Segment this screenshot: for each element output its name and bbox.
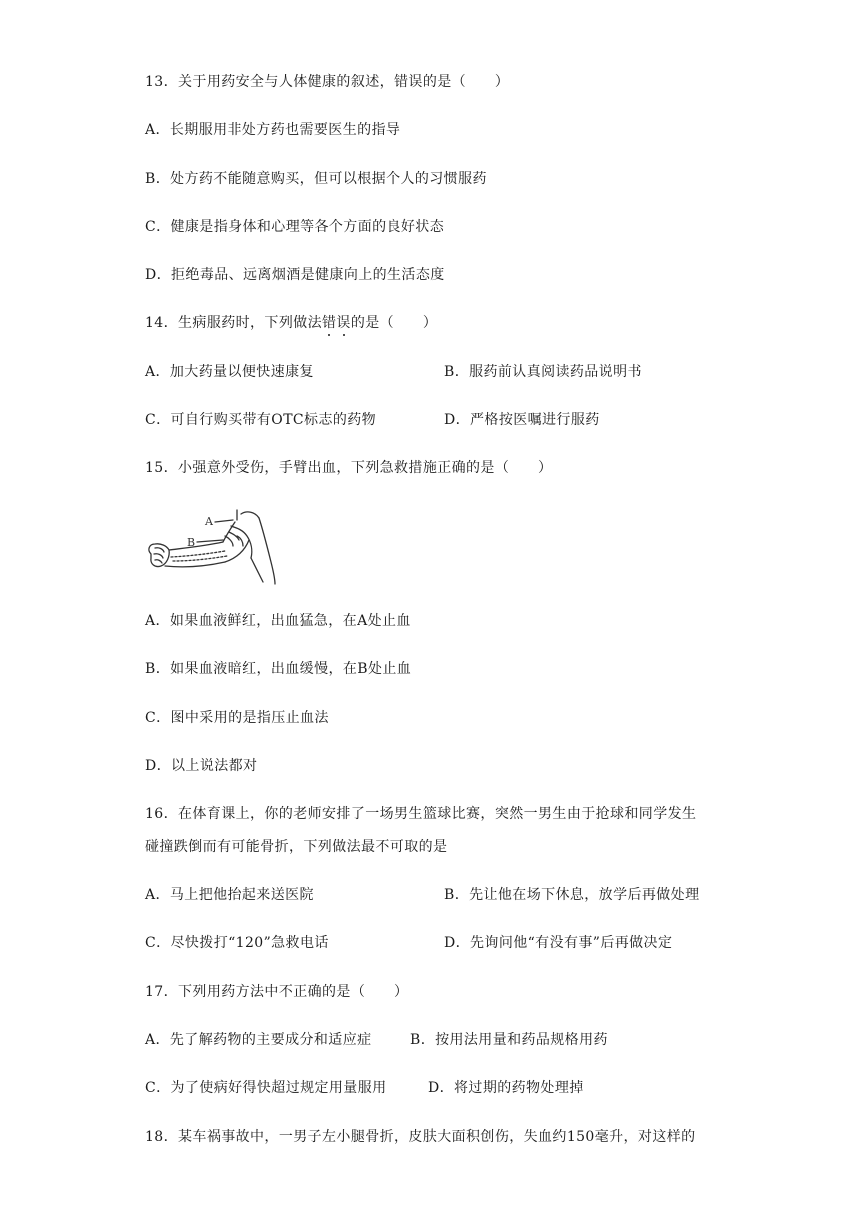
q14-option-c[interactable]: C．可自行购买带有OTC标志的药物 <box>145 412 377 428</box>
q17-stem: 17．下列用药方法中不正确的是（ ） <box>145 984 409 1000</box>
q14-stem-post: 的是（ ） <box>350 315 438 331</box>
q16-option-d[interactable]: D．先询问他“有没有事”后再做决定 <box>444 935 673 951</box>
q14-stem <box>145 314 437 332</box>
q17-option-d[interactable]: D．将过期的药物处理掉 <box>428 1080 584 1096</box>
q15-stem: 15．小强意外受伤，手臂出血，下列急救措施正确的是（ ） <box>145 460 553 476</box>
q17-option-b[interactable]: B．按用法用量和药品规格用药 <box>410 1032 608 1048</box>
q13-option-a[interactable]: A．长期服用非处方药也需要医生的指导 <box>145 122 401 138</box>
q14-stem-pre: 14．生病服药时，下列做法 <box>145 315 323 331</box>
q18-stem-line1: 18．某车祸事故中，一男子左小腿骨折，皮肤大面积创伤，失血约150毫升，对这样的 <box>145 1129 696 1145</box>
q15-option-c[interactable]: C．图中采用的是指压止血法 <box>145 710 329 726</box>
q16-option-c[interactable]: C．尽快拨打“120”急救电话 <box>145 935 329 951</box>
q15-option-b[interactable]: B．如果血液暗红，出血缓慢，在B处止血 <box>145 661 412 677</box>
q14-option-b[interactable]: B．服药前认真阅读药品说明书 <box>444 364 642 380</box>
q14-option-a[interactable]: A．加大药量以便快速康复 <box>145 364 314 380</box>
figure-label-a: A <box>205 515 213 528</box>
q17-option-a[interactable]: A．先了解药物的主要成分和适应症 <box>145 1032 372 1048</box>
figure-label-b: B <box>187 536 196 549</box>
q15-option-d[interactable]: D．以上说法都对 <box>145 758 258 774</box>
q16-option-a[interactable]: A．马上把他抬起来送医院 <box>145 887 314 903</box>
q13-option-d[interactable]: D．拒绝毒品、远离烟酒是健康向上的生活态度 <box>145 267 445 283</box>
q13-stem: 13．关于用药安全与人体健康的叙述，错误的是（ ） <box>145 74 510 90</box>
q16-stem-line2: 碰撞跌倒而有可能骨折，下列做法最不可取的是 <box>145 839 448 855</box>
q14-emphasis-2: 误 <box>336 315 351 331</box>
arm-bleeding-figure <box>145 506 280 586</box>
q14-emphasis-1: 错 <box>322 315 337 331</box>
q17-option-c[interactable]: C．为了使病好得快超过规定用量服用 <box>145 1080 387 1096</box>
q16-option-b[interactable]: B．先让他在场下休息，放学后再做处理 <box>444 887 700 903</box>
q13-option-b[interactable]: B．处方药不能随意购买，但可以根据个人的习惯服药 <box>145 171 487 187</box>
q13-option-c[interactable]: C．健康是指身体和心理等各个方面的良好状态 <box>145 219 445 235</box>
q14-option-d[interactable]: D．严格按医嘱进行服药 <box>444 412 600 428</box>
q15-option-a[interactable]: A．如果血液鲜红，出血猛急，在A处止血 <box>145 613 411 629</box>
q16-stem-line1: 16．在体育课上，你的老师安排了一场男生篮球比赛，突然一男生由于抢球和同学发生 <box>145 806 697 822</box>
